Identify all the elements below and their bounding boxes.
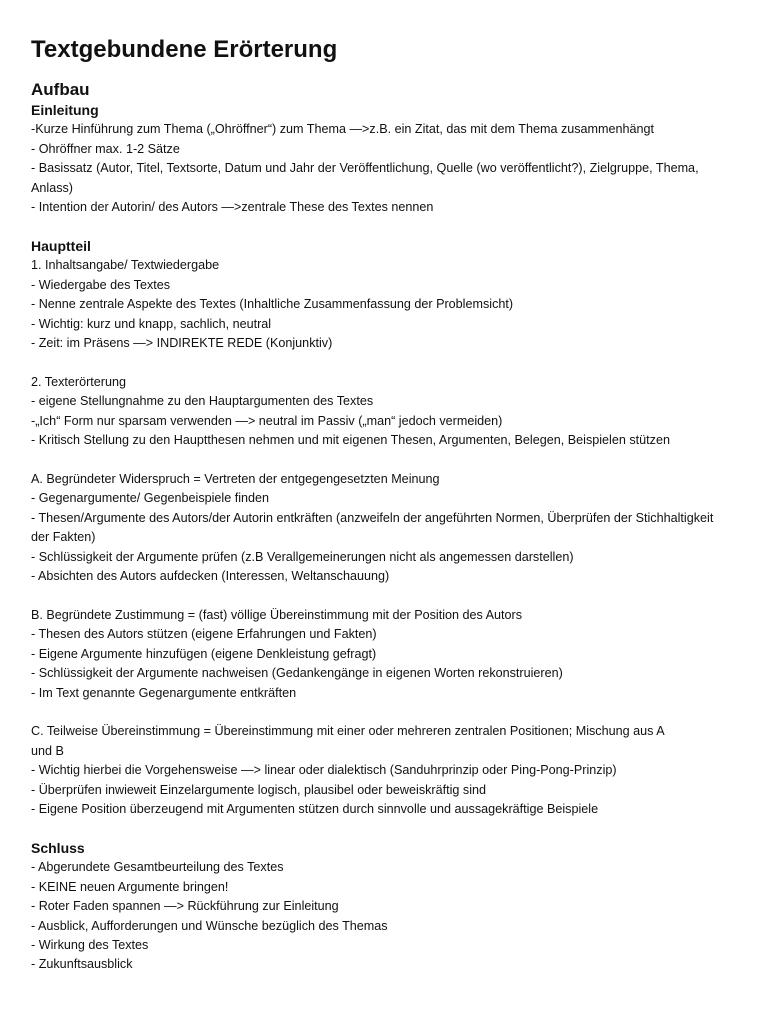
- hauptteil-line: - Überprüfen inwieweit Einzelargumente logisch, plausibel oder beweiskräftig sind: [31, 782, 487, 797]
- einleitung-line: - Ohröffner max. 1-2 Sätze: [31, 141, 180, 156]
- hauptteil-line: - Eigene Position überzeugend mit Argumenten stützen durch sinnvolle und aussagekräftige Beispiele: [31, 802, 599, 817]
- schluss-line: - Abgerundete Gesamtbeurteilung des Textes: [31, 860, 284, 875]
- einleitung-line: Anlass): [31, 180, 73, 195]
- subsection-title: A. Begründeter Widerspruch = Vertreten der entgegengesetzten Meinung: [31, 471, 440, 486]
- schluss-section: [31, 839, 768, 975]
- subsection-title: 1. Inhaltsangabe/ Textwiedergabe: [31, 258, 220, 273]
- hauptteil-line: - Wichtig hierbei die Vorgehensweise —> linear oder dialektisch (Sanduhrprinzip oder Ping-Pong-Prinzip): [31, 763, 617, 778]
- hauptteil-line: - Kritisch Stellung zu den Hauptthesen nehmen und mit eigenen Thesen, Argumenten, Belegen, Beispielen stützen: [31, 433, 670, 448]
- hauptteil-line: - Wichtig: kurz und knapp, sachlich, neutral: [31, 316, 272, 331]
- hauptteil-section: [31, 237, 768, 820]
- hauptteil-line: -„Ich“ Form nur sparsam verwenden —> neutral im Passiv („man“ jedoch vermeiden): [31, 413, 503, 428]
- page-title: Textgebundene Erörterung: [31, 36, 338, 63]
- subsection-title: C. Teilweise Übereinstimmung = Übereinstimmung mit einer oder mehreren zentralen Positionen; Mischung aus A: [31, 724, 665, 739]
- hauptteil-line: - Wiedergabe des Textes: [31, 277, 171, 292]
- teilweise-uebereinstimmung-block: [31, 722, 768, 819]
- schluss-line: - KEINE neuen Argumente bringen!: [31, 879, 229, 894]
- texteroerterung-block: [31, 373, 768, 451]
- heading-hauptteil: Hauptteil: [31, 237, 91, 254]
- hauptteil-line: der Fakten): [31, 530, 96, 545]
- inhaltsangabe-block: [31, 256, 768, 353]
- hauptteil-line: - Schlüssigkeit der Argumente nachweisen (Gedankengänge in eigenen Worten rekonstruieren): [31, 666, 563, 681]
- hauptteil-line: - Gegenargumente/ Gegenbeispiele finden: [31, 491, 270, 506]
- einleitung-line: -Kurze Hinführung zum Thema („Ohröffner“) zum Thema —>z.B. ein Zitat, das mit dem Thema zusammenhängt: [31, 122, 655, 137]
- heading-einleitung: Einleitung: [31, 102, 99, 118]
- subsection-title: 2. Texterörterung: [31, 374, 126, 389]
- hauptteil-line: - eigene Stellungnahme zu den Hauptargumenten des Textes: [31, 394, 374, 409]
- schluss-line: - Zukunftsausblick: [31, 957, 133, 972]
- section-heading-aufbau: Aufbau: [31, 80, 90, 99]
- subsection-title: B. Begründete Zustimmung = (fast) völlige Übereinstimmung mit der Position des Autors: [31, 607, 523, 622]
- einleitung-section: [31, 101, 768, 218]
- hauptteil-line: - Im Text genannte Gegenargumente entkräften: [31, 685, 297, 700]
- schluss-line: - Ausblick, Aufforderungen und Wünsche bezüglich des Themas: [31, 918, 388, 933]
- widerspruch-block: [31, 470, 768, 587]
- einleitung-line: - Intention der Autorin/ des Autors —>zentrale These des Textes nennen: [31, 200, 434, 215]
- hauptteil-line: - Thesen des Autors stützen (eigene Erfahrungen und Fakten): [31, 627, 377, 642]
- hauptteil-line: - Nenne zentrale Aspekte des Textes (Inhaltliche Zusammenfassung der Problemsicht): [31, 297, 514, 312]
- subsection-title-continued: und B: [31, 743, 64, 758]
- hauptteil-line: - Schlüssigkeit der Argumente prüfen (z.B Verallgemeinerungen nicht als angemessen darstellen): [31, 549, 574, 564]
- heading-schluss: Schluss: [31, 839, 85, 856]
- einleitung-line: - Basissatz (Autor, Titel, Textsorte, Datum und Jahr der Veröffentlichung, Quelle (wo veröffentlicht?), Zielgruppe, Thema,: [31, 161, 699, 176]
- hauptteil-line: - Eigene Argumente hinzufügen (eigene Denkleistung gefragt): [31, 646, 377, 661]
- schluss-line: - Wirkung des Textes: [31, 938, 149, 953]
- hauptteil-line: - Zeit: im Präsens —> INDIREKTE REDE (Konjunktiv): [31, 336, 333, 351]
- hauptteil-line: - Thesen/Argumente des Autors/der Autorin entkräften (anzweifeln der angeführten Normen, Überprüfen der Stichhaltigkeit: [31, 510, 714, 525]
- schluss-line: - Roter Faden spannen —> Rückführung zur Einleitung: [31, 899, 339, 914]
- hauptteil-line: - Absichten des Autors aufdecken (Interessen, Weltanschauung): [31, 569, 390, 584]
- zustimmung-block: [31, 606, 768, 703]
